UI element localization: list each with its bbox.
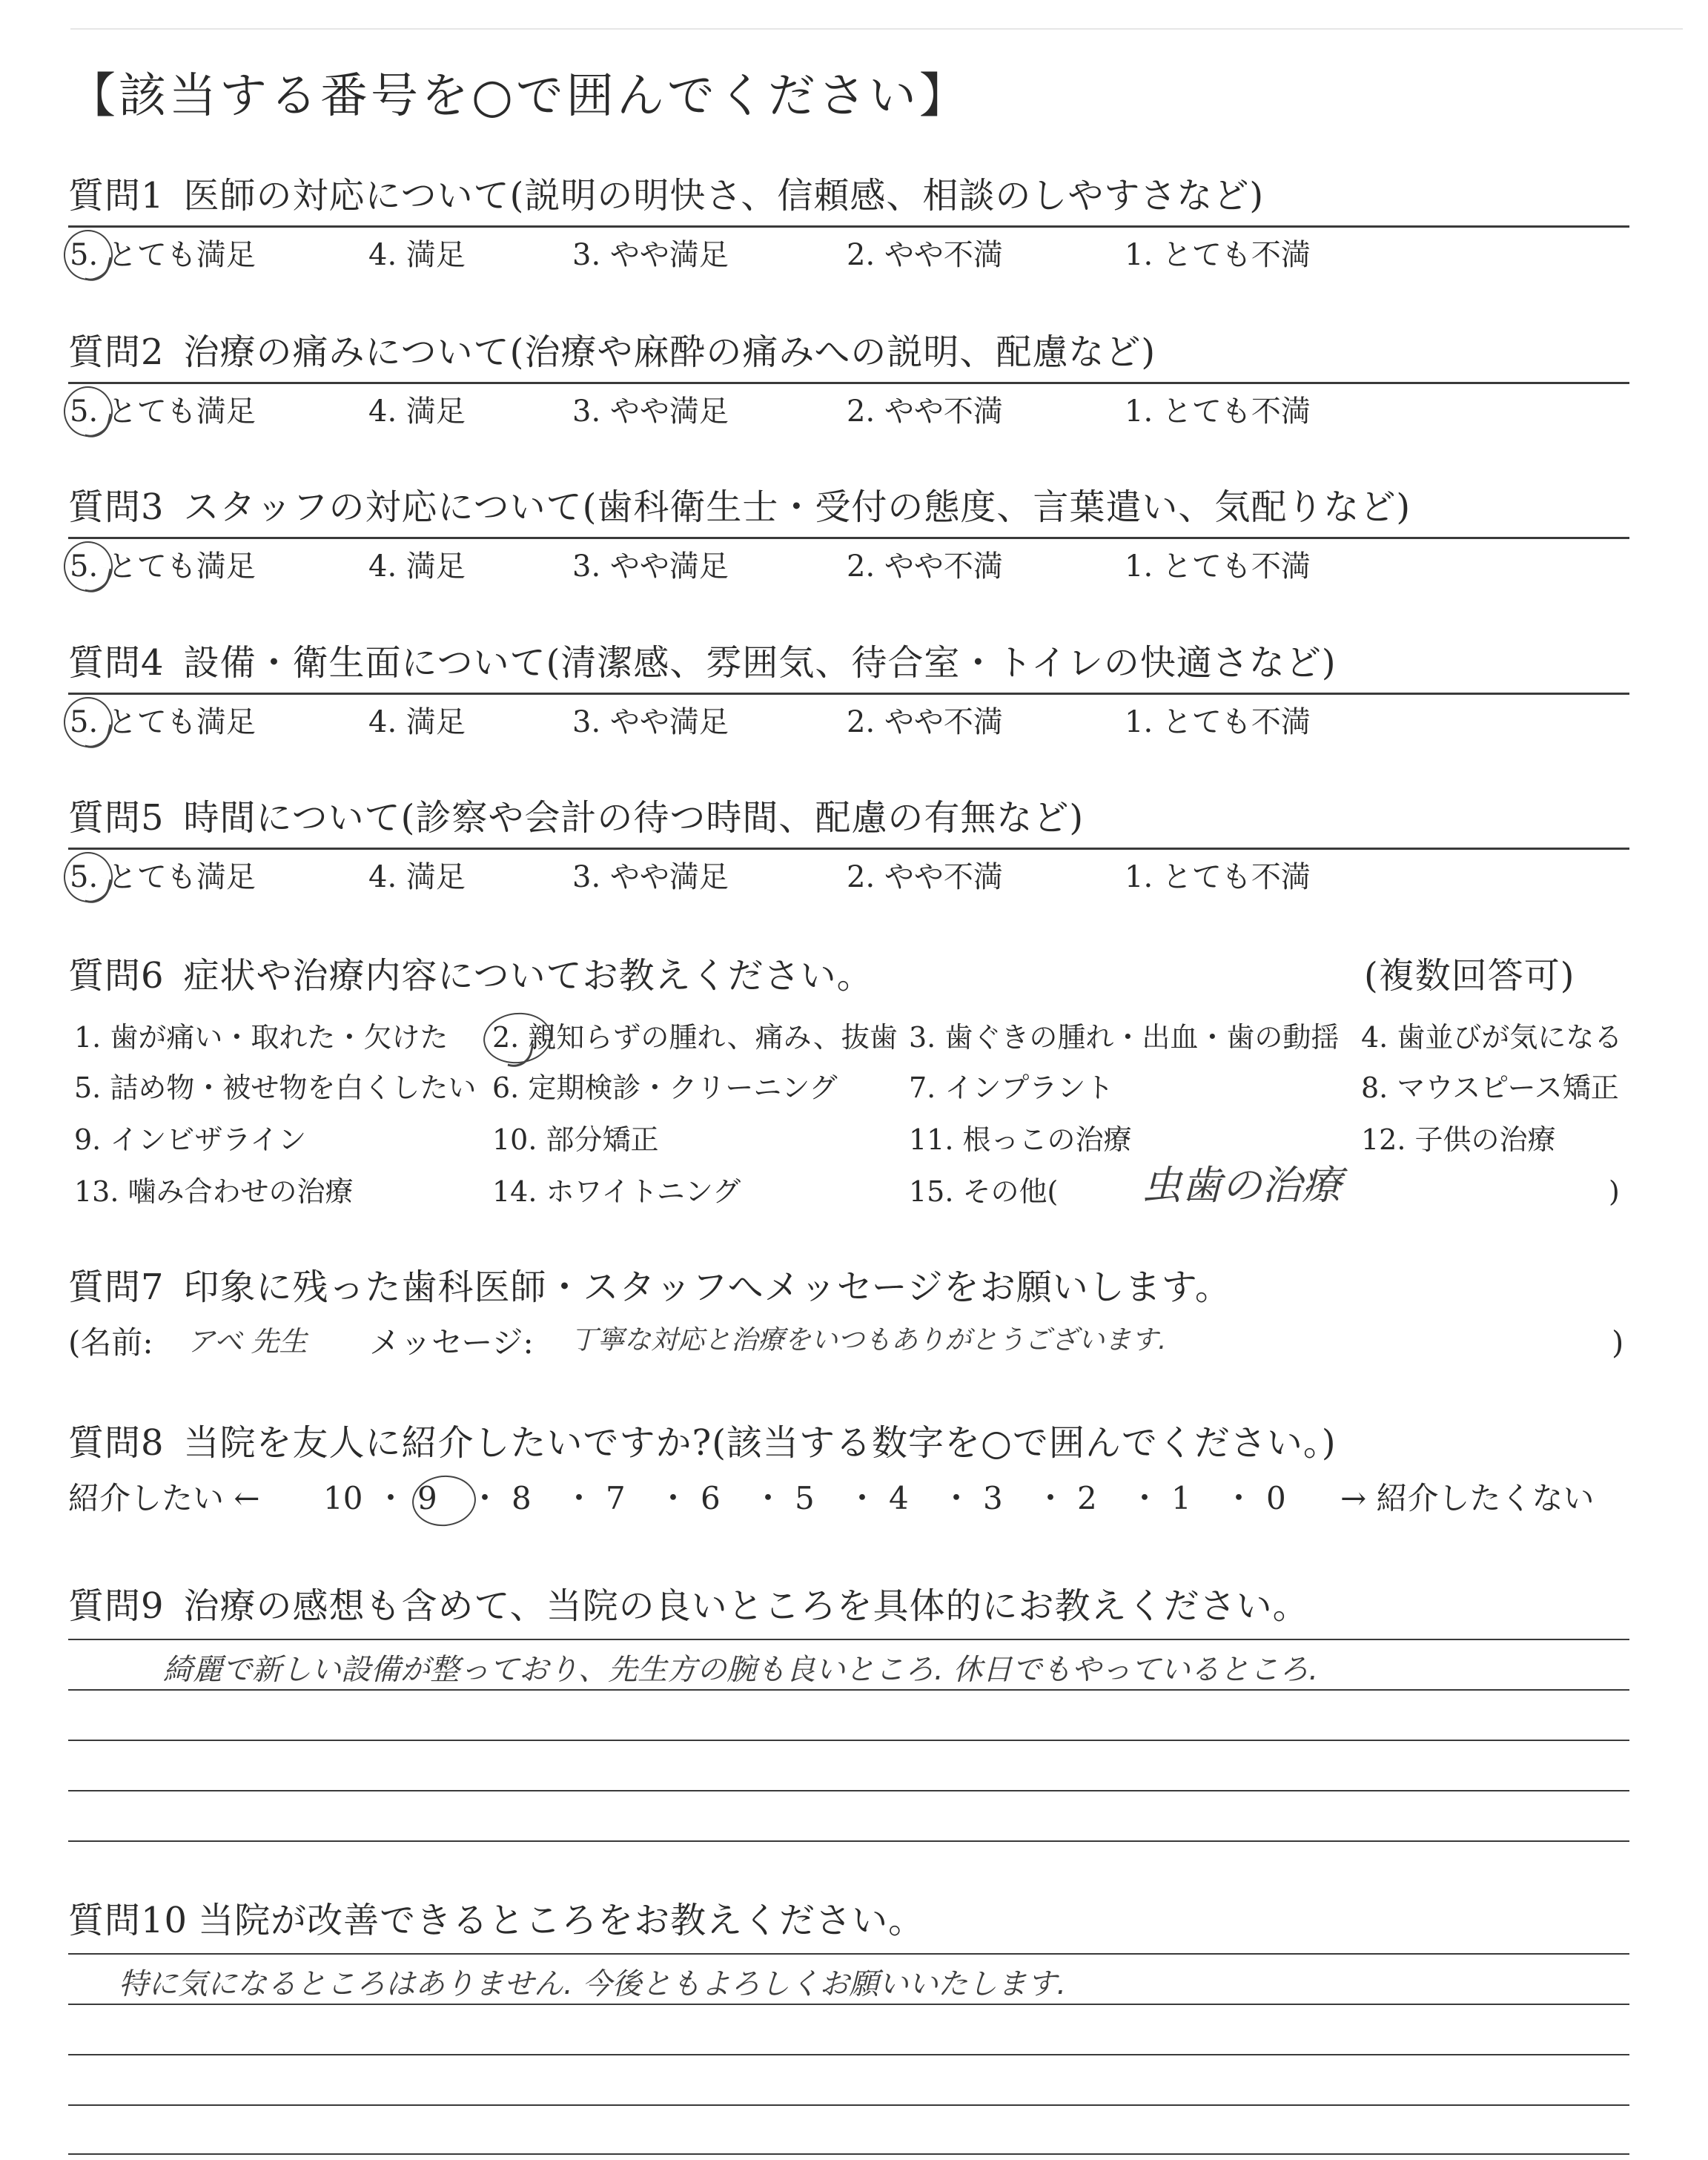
- question-5-option-1[interactable]: 1. とても不満: [1125, 860, 1311, 894]
- question-2-option-5[interactable]: 5. とても満足: [70, 394, 256, 429]
- question-5-rule: [68, 848, 1629, 850]
- question-4: [0, 642, 1708, 764]
- q10-line-1: [68, 1953, 1629, 1955]
- question-4-option-3[interactable]: 3. やや満足: [572, 705, 729, 739]
- q8-scale-separator: ・: [658, 1480, 689, 1516]
- q6-option-10[interactable]: 10. 部分矯正: [492, 1123, 659, 1156]
- question-3-option-1[interactable]: 1. とても不満: [1125, 549, 1311, 584]
- question-4-option-5[interactable]: 5. とても満足: [70, 705, 256, 739]
- question-4-title: 質問4 設備・衛生面について(清潔感、雰囲気、待合室・トイレの快適さなど): [68, 642, 1337, 684]
- question-6-note: (複数回答可): [1364, 955, 1575, 997]
- q6-option-11[interactable]: 11. 根っこの治療: [909, 1123, 1132, 1156]
- question-1-option-4[interactable]: 4. 満足: [368, 238, 466, 272]
- q6-option-7[interactable]: 7. インプラント: [909, 1071, 1114, 1104]
- question-3-selected-tick: [85, 564, 111, 595]
- q8-scale-separator: ・: [752, 1480, 784, 1516]
- question-3: [0, 486, 1708, 608]
- q8-scale-6[interactable]: 6: [701, 1480, 721, 1516]
- q6-option-9[interactable]: 9. インビザライン: [74, 1123, 307, 1156]
- question-3-option-2[interactable]: 2. やや不満: [847, 549, 1003, 584]
- question-3-option-4[interactable]: 4. 満足: [368, 549, 466, 584]
- q6-option-3[interactable]: 3. 歯ぐきの腫れ・出血・歯の動揺: [909, 1021, 1340, 1054]
- q8-scale-separator: ・: [847, 1480, 878, 1516]
- question-5: [0, 797, 1708, 919]
- q8-scale-0[interactable]: 0: [1266, 1480, 1286, 1516]
- question-3-title: 質問3 スタッフの対応について(歯科衛生士・受付の態度、言葉遣い、気配りなど): [68, 486, 1411, 528]
- q6-option-2-tick: [507, 1039, 534, 1070]
- q10-line-5: [68, 2153, 1629, 2155]
- question-2-option-4[interactable]: 4. 満足: [368, 394, 466, 429]
- q6-option-2[interactable]: 2. 親知らずの腫れ、痛み、抜歯: [492, 1021, 898, 1054]
- question-3-rule: [68, 537, 1629, 539]
- q8-right-label: → 紹介したくない: [1340, 1480, 1595, 1516]
- q6-option-5[interactable]: 5. 詰め物・被せ物を白くしたい: [74, 1071, 477, 1104]
- question-5-option-5[interactable]: 5. とても満足: [70, 860, 256, 894]
- q8-scale-7[interactable]: 7: [606, 1480, 626, 1516]
- q8-scale-1[interactable]: 1: [1171, 1480, 1191, 1516]
- q8-scale-5[interactable]: 5: [795, 1480, 815, 1516]
- top-border: [70, 28, 1683, 30]
- q10-line-3: [68, 2054, 1629, 2055]
- question-10-title: 質問10 当院が改善できるところをお教えください。: [68, 1900, 925, 1941]
- question-1-title: 質問1 医師の対応について(説明の明快さ、信頼感、相談のしやすさなど): [68, 175, 1265, 217]
- question-1-option-5[interactable]: 5. とても満足: [70, 238, 256, 272]
- q6-option-4[interactable]: 4. 歯並びが気になる: [1361, 1021, 1623, 1054]
- question-9-title: 質問9 治療の感想も含めて、当院の良いところを具体的にお教えください。: [68, 1585, 1309, 1627]
- q8-scale-separator: ・: [1223, 1480, 1255, 1516]
- question-1-option-2[interactable]: 2. やや不満: [847, 238, 1003, 272]
- question-4-rule: [68, 693, 1629, 695]
- q9-line-4: [68, 1790, 1629, 1791]
- q9-line-1: [68, 1639, 1629, 1640]
- question-5-option-2[interactable]: 2. やや不満: [847, 860, 1003, 894]
- question-5-option-4[interactable]: 4. 満足: [368, 860, 466, 894]
- question-1-option-3[interactable]: 3. やや満足: [572, 238, 729, 272]
- question-1-option-1[interactable]: 1. とても不満: [1125, 238, 1311, 272]
- question-2-rule: [68, 382, 1629, 384]
- question-4-option-1[interactable]: 1. とても不満: [1125, 705, 1311, 739]
- q8-scale-separator: ・: [469, 1480, 501, 1516]
- q7-name-handwritten: アベ 先生: [187, 1325, 308, 1358]
- question-2: [0, 331, 1708, 453]
- question-5-option-3[interactable]: 3. やや満足: [572, 860, 729, 894]
- question-4-option-4[interactable]: 4. 満足: [368, 705, 466, 739]
- q8-scale-separator: ・: [375, 1480, 407, 1516]
- question-2-option-2[interactable]: 2. やや不満: [847, 394, 1003, 429]
- q8-left-label: 紹介したい ←: [68, 1480, 260, 1516]
- question-2-option-1[interactable]: 1. とても不満: [1125, 394, 1311, 429]
- q6-option-1[interactable]: 1. 歯が痛い・取れた・欠けた: [74, 1021, 448, 1054]
- question-2-selected-tick: [85, 409, 111, 440]
- question-8-title: 質問8 当院を友人に紹介したいですか?(該当する数字を○で囲んでください。): [68, 1422, 1337, 1464]
- q8-scale-separator: ・: [563, 1480, 595, 1516]
- q10-line-4: [68, 2104, 1629, 2106]
- q8-scale-separator: ・: [941, 1480, 973, 1516]
- question-4-option-2[interactable]: 2. やや不満: [847, 705, 1003, 739]
- q6-option-8[interactable]: 8. マウスピース矯正: [1361, 1071, 1619, 1104]
- q7-close-paren: ): [1612, 1324, 1624, 1361]
- question-5-selected-tick: [85, 875, 111, 906]
- question-2-title: 質問2 治療の痛みについて(治療や麻酔の痛みへの説明、配慮など): [68, 331, 1156, 373]
- q9-answer-handwritten: 綺麗で新しい設備が整っており、先生方の腕も良いところ. 休日でもやっているところ.: [163, 1653, 1319, 1687]
- q7-message-handwritten: 丁寧な対応と治療をいつもありがとうございます.: [571, 1325, 1167, 1355]
- page-title: 【該当する番号を○で囲んでください】: [68, 69, 970, 124]
- q8-scale-4[interactable]: 4: [889, 1480, 909, 1516]
- q8-scale-3[interactable]: 3: [983, 1480, 1003, 1516]
- q8-scale-separator: ・: [1129, 1480, 1161, 1516]
- question-7-title: 質問7 印象に残った歯科医師・スタッフへメッセージをお願いします。: [68, 1266, 1231, 1308]
- question-5-title: 質問5 時間について(診察や会計の待つ時間、配慮の有無など): [68, 797, 1085, 839]
- question-2-option-3[interactable]: 3. やや満足: [572, 394, 729, 429]
- question-3-option-3[interactable]: 3. やや満足: [572, 549, 729, 584]
- q8-scale-separator: ・: [1035, 1480, 1067, 1516]
- q9-line-3: [68, 1740, 1629, 1741]
- question-4-selected-tick: [85, 720, 111, 751]
- q10-answer-handwritten: 特に気になるところはありません. 今後ともよろしくお願いいたします.: [119, 1967, 1067, 2001]
- q10-line-2: [68, 2004, 1629, 2005]
- question-3-option-5[interactable]: 5. とても満足: [70, 549, 256, 584]
- q8-scale-8[interactable]: 8: [512, 1480, 532, 1516]
- q8-scale-10[interactable]: 10: [323, 1480, 363, 1516]
- q9-line-5: [68, 1840, 1629, 1842]
- q9-line-2: [68, 1689, 1629, 1691]
- question-1-selected-tick: [85, 253, 111, 284]
- q6-option-14[interactable]: 14. ホワイトニング: [492, 1175, 741, 1208]
- q6-option-15[interactable]: 15. その他(: [909, 1175, 1059, 1208]
- q8-scale-9[interactable]: 9: [417, 1480, 437, 1516]
- question-1: [0, 175, 1708, 297]
- q7-message-label: メッセージ:: [369, 1324, 534, 1361]
- question-6-title: 質問6 症状や治療内容についてお教えください。: [68, 955, 873, 997]
- q6-option-6[interactable]: 6. 定期検診・クリーニング: [492, 1071, 838, 1104]
- q6-option-13[interactable]: 13. 噛み合わせの治療: [74, 1175, 354, 1208]
- q7-name-label: (名前:: [68, 1324, 153, 1361]
- question-1-rule: [68, 225, 1629, 228]
- q6-option-12[interactable]: 12. 子供の治療: [1361, 1123, 1556, 1156]
- q8-scale-2[interactable]: 2: [1077, 1480, 1097, 1516]
- q6-other-handwritten: 虫歯の治療: [1142, 1162, 1342, 1209]
- q6-other-close-paren: ): [1609, 1175, 1620, 1208]
